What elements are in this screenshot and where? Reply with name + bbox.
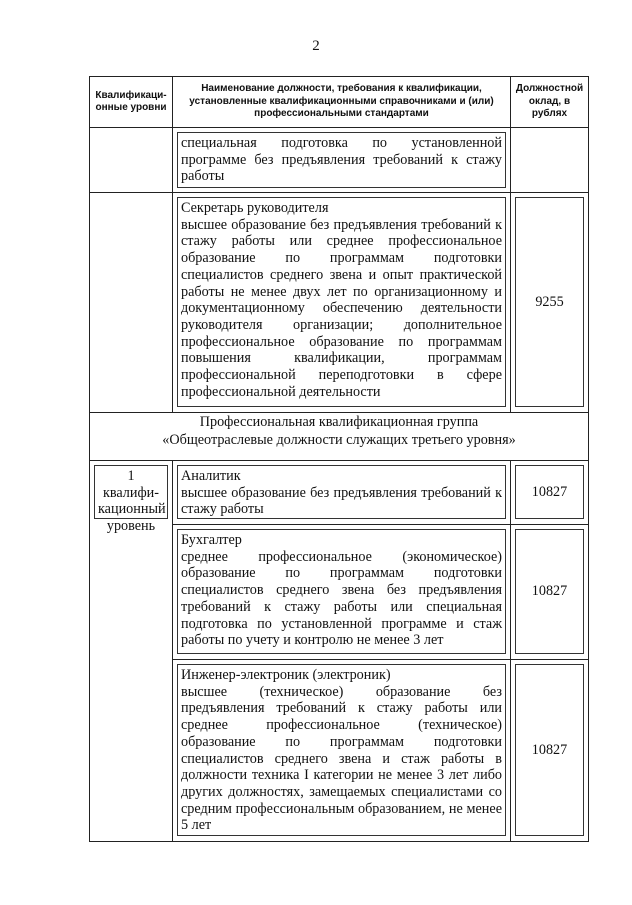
salary-value: 10827 — [531, 483, 568, 500]
position-requirements: высшее (техническое) образование без предъявления требований к стажу работы или среднее профессиональное (техническое) образование по программам подготовки специалистов среднего звена и стаж работы в должности техника I категории не менее 3 лет либо других должностях, замещаемых специалистами со средним профессиональным образованием, не менее 5 лет — [181, 683, 502, 834]
group-title — [90, 413, 589, 461]
position-title: Инженер-электроник (электроник) — [181, 667, 391, 683]
salary-value: 10827 — [531, 583, 568, 600]
qualification-level: 1 квалифи-кационный уровень — [98, 468, 166, 535]
position-cell — [173, 193, 511, 413]
position-title: Бухгалтер — [181, 532, 242, 548]
table-header-row — [90, 77, 589, 128]
position-requirements: высшее образование без предъявления требований к стажу работы или среднее профессиональное образование по программам подготовки специалистов среднего звена и опыт практической работы не менее двух лет по организационному и документационному обеспечению деятельности руководителя организации; дополнительное профессиональное образование по программам повышения квалификации, программам профессиональной переподготовки в сфере профессиональной деятельности — [181, 216, 502, 400]
position-requirements: специальная подготовка по установленной программе без предъявления требований к стажу работы — [181, 135, 502, 185]
header-salary: Должностной оклад, в рублях — [511, 77, 589, 128]
position-requirements: среднее профессиональное (экономическое) образование по программам подготовки специалистов среднего звена без предъявления требований к стажу работы или специальная подготовка по установленной программе и стаж работы по учету и контролю не менее 3 лет — [181, 548, 502, 649]
salary-table — [89, 76, 589, 842]
table-row — [90, 128, 589, 193]
level-cell — [90, 128, 173, 193]
group-row — [90, 413, 589, 461]
table-row — [90, 461, 589, 525]
position-cell — [173, 128, 511, 193]
header-levels: Квалификаци-онные уровни — [90, 77, 173, 128]
salary-cell — [511, 461, 589, 525]
page-number: 2 — [312, 38, 320, 54]
salary-cell — [511, 660, 589, 842]
group-title-line1: Профессиональная квалификационная группа — [199, 414, 479, 430]
group-title-line2: «Общеотраслевые должности служащих третьего уровня» — [162, 432, 516, 448]
position-cell — [173, 461, 511, 525]
level-cell — [90, 461, 173, 842]
position-requirements: высшее образование без предъявления требований к стажу работы — [181, 484, 502, 518]
position-cell — [173, 660, 511, 842]
header-position: Наименование должности, требования к квалификации, установленные квалификационными справочниками и (или) профессиональными стандартами — [173, 77, 511, 128]
position-cell — [173, 525, 511, 660]
salary-cell — [511, 128, 589, 193]
position-title: Секретарь руководителя — [181, 200, 329, 216]
salary-value: 9255 — [535, 293, 564, 310]
table-row — [90, 193, 589, 413]
level-cell — [90, 193, 173, 413]
salary-cell — [511, 525, 589, 660]
salary-cell — [511, 193, 589, 413]
position-title: Аналитик — [181, 468, 241, 484]
salary-value: 10827 — [531, 741, 568, 758]
